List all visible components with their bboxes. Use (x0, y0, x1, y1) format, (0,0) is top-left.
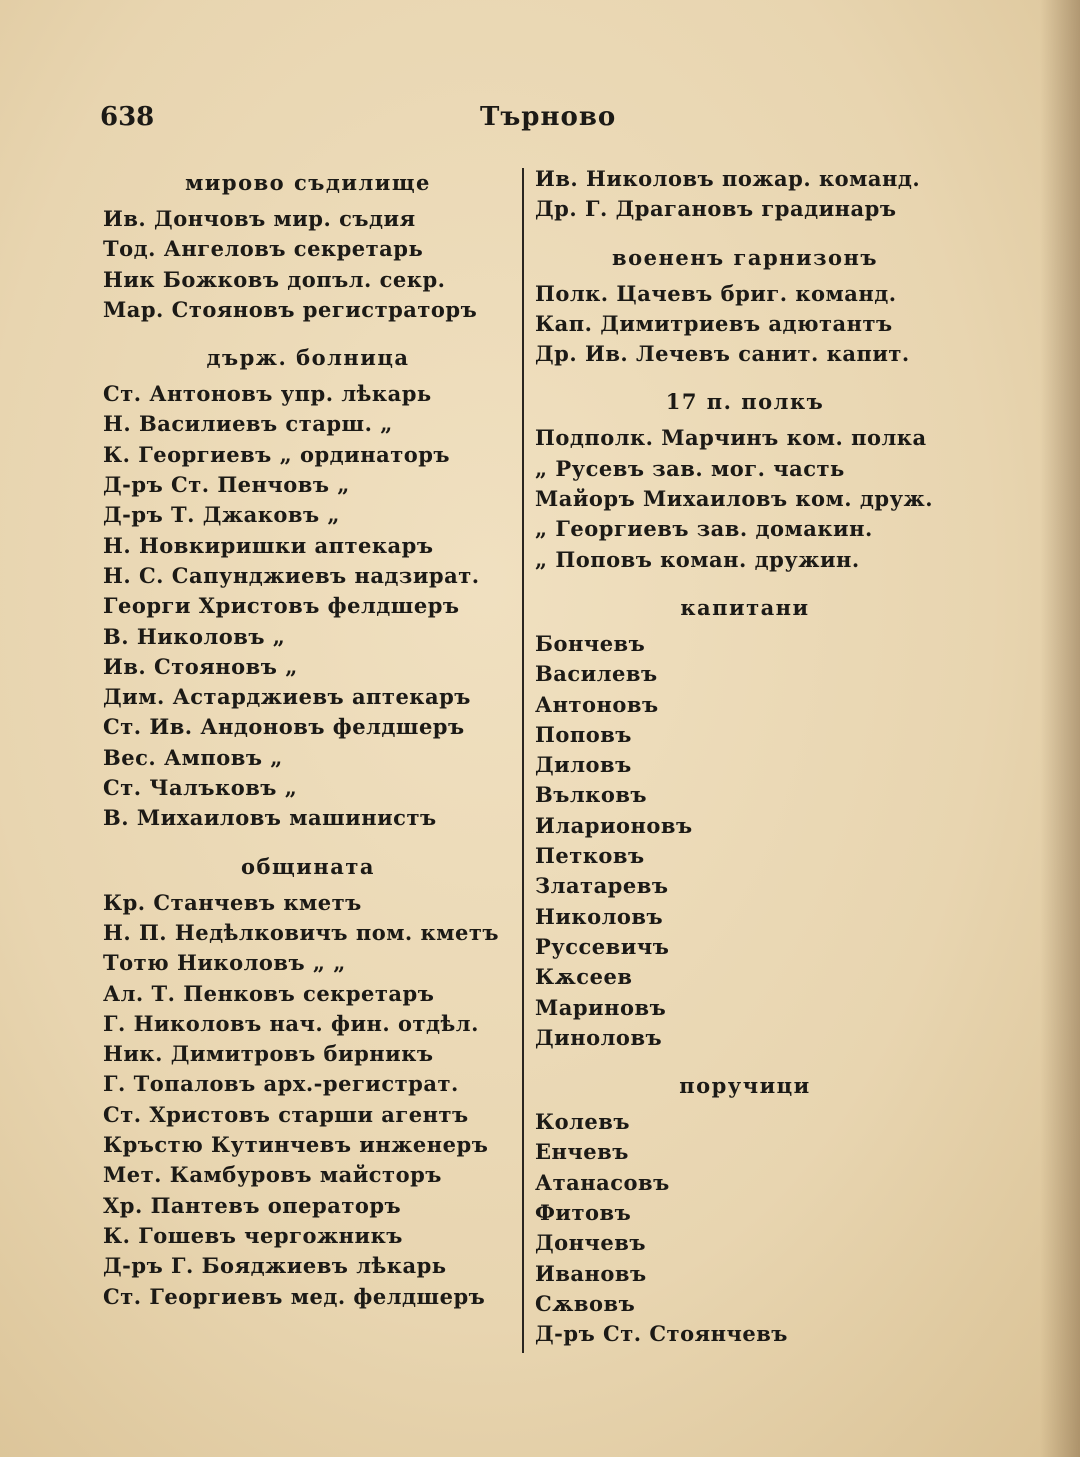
directory-section (535, 387, 955, 574)
directory-entry: Кръстю Кутинчевъ инженеръ (103, 1132, 489, 1158)
directory-entry: Сѫвовъ (535, 1290, 636, 1316)
directory-entry: Ал. Т. Пенковъ секретаръ (103, 980, 435, 1006)
column-divider (522, 168, 524, 1353)
directory-entry: Диловъ (535, 752, 632, 778)
page-header (100, 102, 617, 142)
section-title: държ. болница (206, 345, 410, 371)
directory-entry: Н. Новкиришки аптекаръ (103, 532, 434, 558)
directory-entry: Подполк. Марчинъ ком. полка (535, 425, 927, 451)
section-gap (103, 325, 513, 339)
directory-entry: Ст. Антоновъ упр. лѣкарь (103, 381, 432, 407)
directory-entry: Н. Василиевъ старш. „ (103, 411, 393, 437)
directory-entry: К. Георгиевъ „ ординаторъ (103, 441, 451, 467)
directory-entry: Мариновъ (535, 994, 667, 1020)
directory-section (535, 593, 955, 1053)
section-title: воененъ гарнизонъ (612, 244, 878, 270)
directory-entry: Мар. Стояновъ регистраторъ (103, 296, 478, 322)
directory-entry: Ст. Христовъ старши агентъ (103, 1101, 469, 1127)
directory-entry: Ив. Стояновъ „ (103, 653, 298, 679)
directory-entry: Кѫсеев (535, 964, 633, 990)
directory-entry: Др. Г. Драгановъ градинаръ (535, 196, 897, 222)
directory-entry: Полк. Цачевъ бриг. команд. (535, 280, 897, 306)
directory-entry: Колевъ (535, 1109, 630, 1135)
directory-entry: В. Николовъ „ (103, 623, 286, 649)
directory-entry: Георги Христовъ фелдшеръ (103, 593, 460, 619)
directory-entry: Диноловъ (535, 1024, 663, 1050)
directory-entry: Ст. Чалъковъ „ (103, 775, 298, 801)
directory-entry: „ Поповъ коман. дружин. (535, 546, 860, 572)
directory-entry: Руссевичъ (535, 933, 670, 959)
section-title: капитани (680, 594, 810, 620)
directory-entry: Др. Ив. Лечевъ санит. капит. (535, 341, 910, 367)
directory-entry: Бончевъ (535, 630, 646, 656)
directory-entry: Енчевъ (535, 1139, 629, 1165)
directory-entry: Майоръ Михаиловъ ком. друж. (535, 486, 934, 512)
directory-entry: Тотю Николовъ „ „ (103, 950, 346, 976)
directory-entry: Кап. Димитриевъ адютантъ (535, 310, 893, 336)
directory-entry: Д-ръ Ст. Стоянчевъ (535, 1321, 788, 1347)
section-gap (535, 575, 955, 589)
directory-entry: Д-ръ Ст. Пенчовъ „ (103, 472, 350, 498)
right-column (535, 164, 955, 1350)
section-gap (103, 834, 513, 848)
directory-entry: Н. С. Сапунджиевъ надзират. (103, 562, 480, 588)
directory-section (103, 852, 513, 1312)
directory-entry: Тод. Ангеловъ секретарь (103, 236, 424, 262)
directory-entry: Ник Божковъ допъл. секр. (103, 266, 446, 292)
directory-entry: Ив. Дончовъ мир. съдия (103, 206, 416, 231)
directory-entry: Д-ръ Т. Джаковъ „ (103, 502, 340, 528)
directory-entry: Златаревъ (535, 873, 669, 899)
directory-entry: Антоновъ (535, 691, 659, 717)
directory-entry: Г. Николовъ нач. фин. отдѣл. (103, 1010, 479, 1036)
section-title: 17 п. полкъ (665, 389, 825, 415)
directory-entry: Кр. Станчевъ кметъ (103, 889, 362, 915)
section-title: мирово съдилище (185, 170, 431, 195)
section-title: общината (241, 853, 375, 879)
directory-entry: Василевъ (535, 661, 658, 687)
section-title: поручици (679, 1073, 811, 1099)
section-gap (535, 225, 955, 239)
directory-section (535, 243, 955, 370)
directory-entry: „ Русевъ зав. мог. часть (535, 455, 845, 481)
directory-section (535, 1071, 955, 1349)
directory-entry: Хр. Пантевъ операторъ (103, 1192, 402, 1218)
directory-entry: Ст. Ив. Андоновъ фелдшеръ (103, 714, 465, 740)
directory-entry: В. Михаиловъ машинистъ (103, 805, 437, 831)
directory-entry: Н. П. Недѣлковичъ пом. кметъ (103, 919, 499, 945)
page-number: 638 (100, 102, 155, 132)
directory-section (103, 168, 513, 325)
directory-entry: Поповъ (535, 721, 632, 747)
directory-entry: Вълковъ (535, 782, 648, 808)
page-edge-shadow (1040, 0, 1080, 1457)
section-gap (535, 1053, 955, 1067)
directory-entry: Ив. Николовъ пожар. команд. (535, 166, 921, 191)
section-gap (535, 369, 955, 383)
running-title: Търново (480, 102, 617, 132)
directory-entry: Мет. Камбуровъ майсторъ (103, 1162, 442, 1188)
directory-entry: Ивановъ (535, 1260, 647, 1286)
directory-entry: Атанасовъ (535, 1169, 670, 1195)
directory-entry: Ник. Димитровъ бирникъ (103, 1041, 434, 1067)
directory-entry: Иларионовъ (535, 812, 693, 838)
directory-section (103, 343, 513, 833)
directory-entry: Дим. Астарджиевъ аптекаръ (103, 684, 471, 710)
directory-entry: Ст. Георгиевъ мед. фелдшеръ (103, 1283, 486, 1309)
directory-entry: Петковъ (535, 843, 645, 869)
directory-entry: К. Гошевъ чергожникъ (103, 1222, 403, 1248)
directory-entry: Фитовъ (535, 1200, 632, 1226)
directory-entry: Д-ръ Г. Бояджиевъ лѣкарь (103, 1253, 447, 1279)
directory-entry: Николовъ (535, 903, 664, 929)
left-column (103, 164, 513, 1312)
directory-entry: Г. Топаловъ арх.-регистрат. (103, 1071, 459, 1097)
directory-entry: „ Георгиевъ зав. домакин. (535, 516, 873, 542)
directory-entry: Дончевъ (535, 1230, 646, 1256)
directory-section (535, 164, 955, 225)
directory-entry: Вес. Амповъ „ (103, 744, 283, 770)
